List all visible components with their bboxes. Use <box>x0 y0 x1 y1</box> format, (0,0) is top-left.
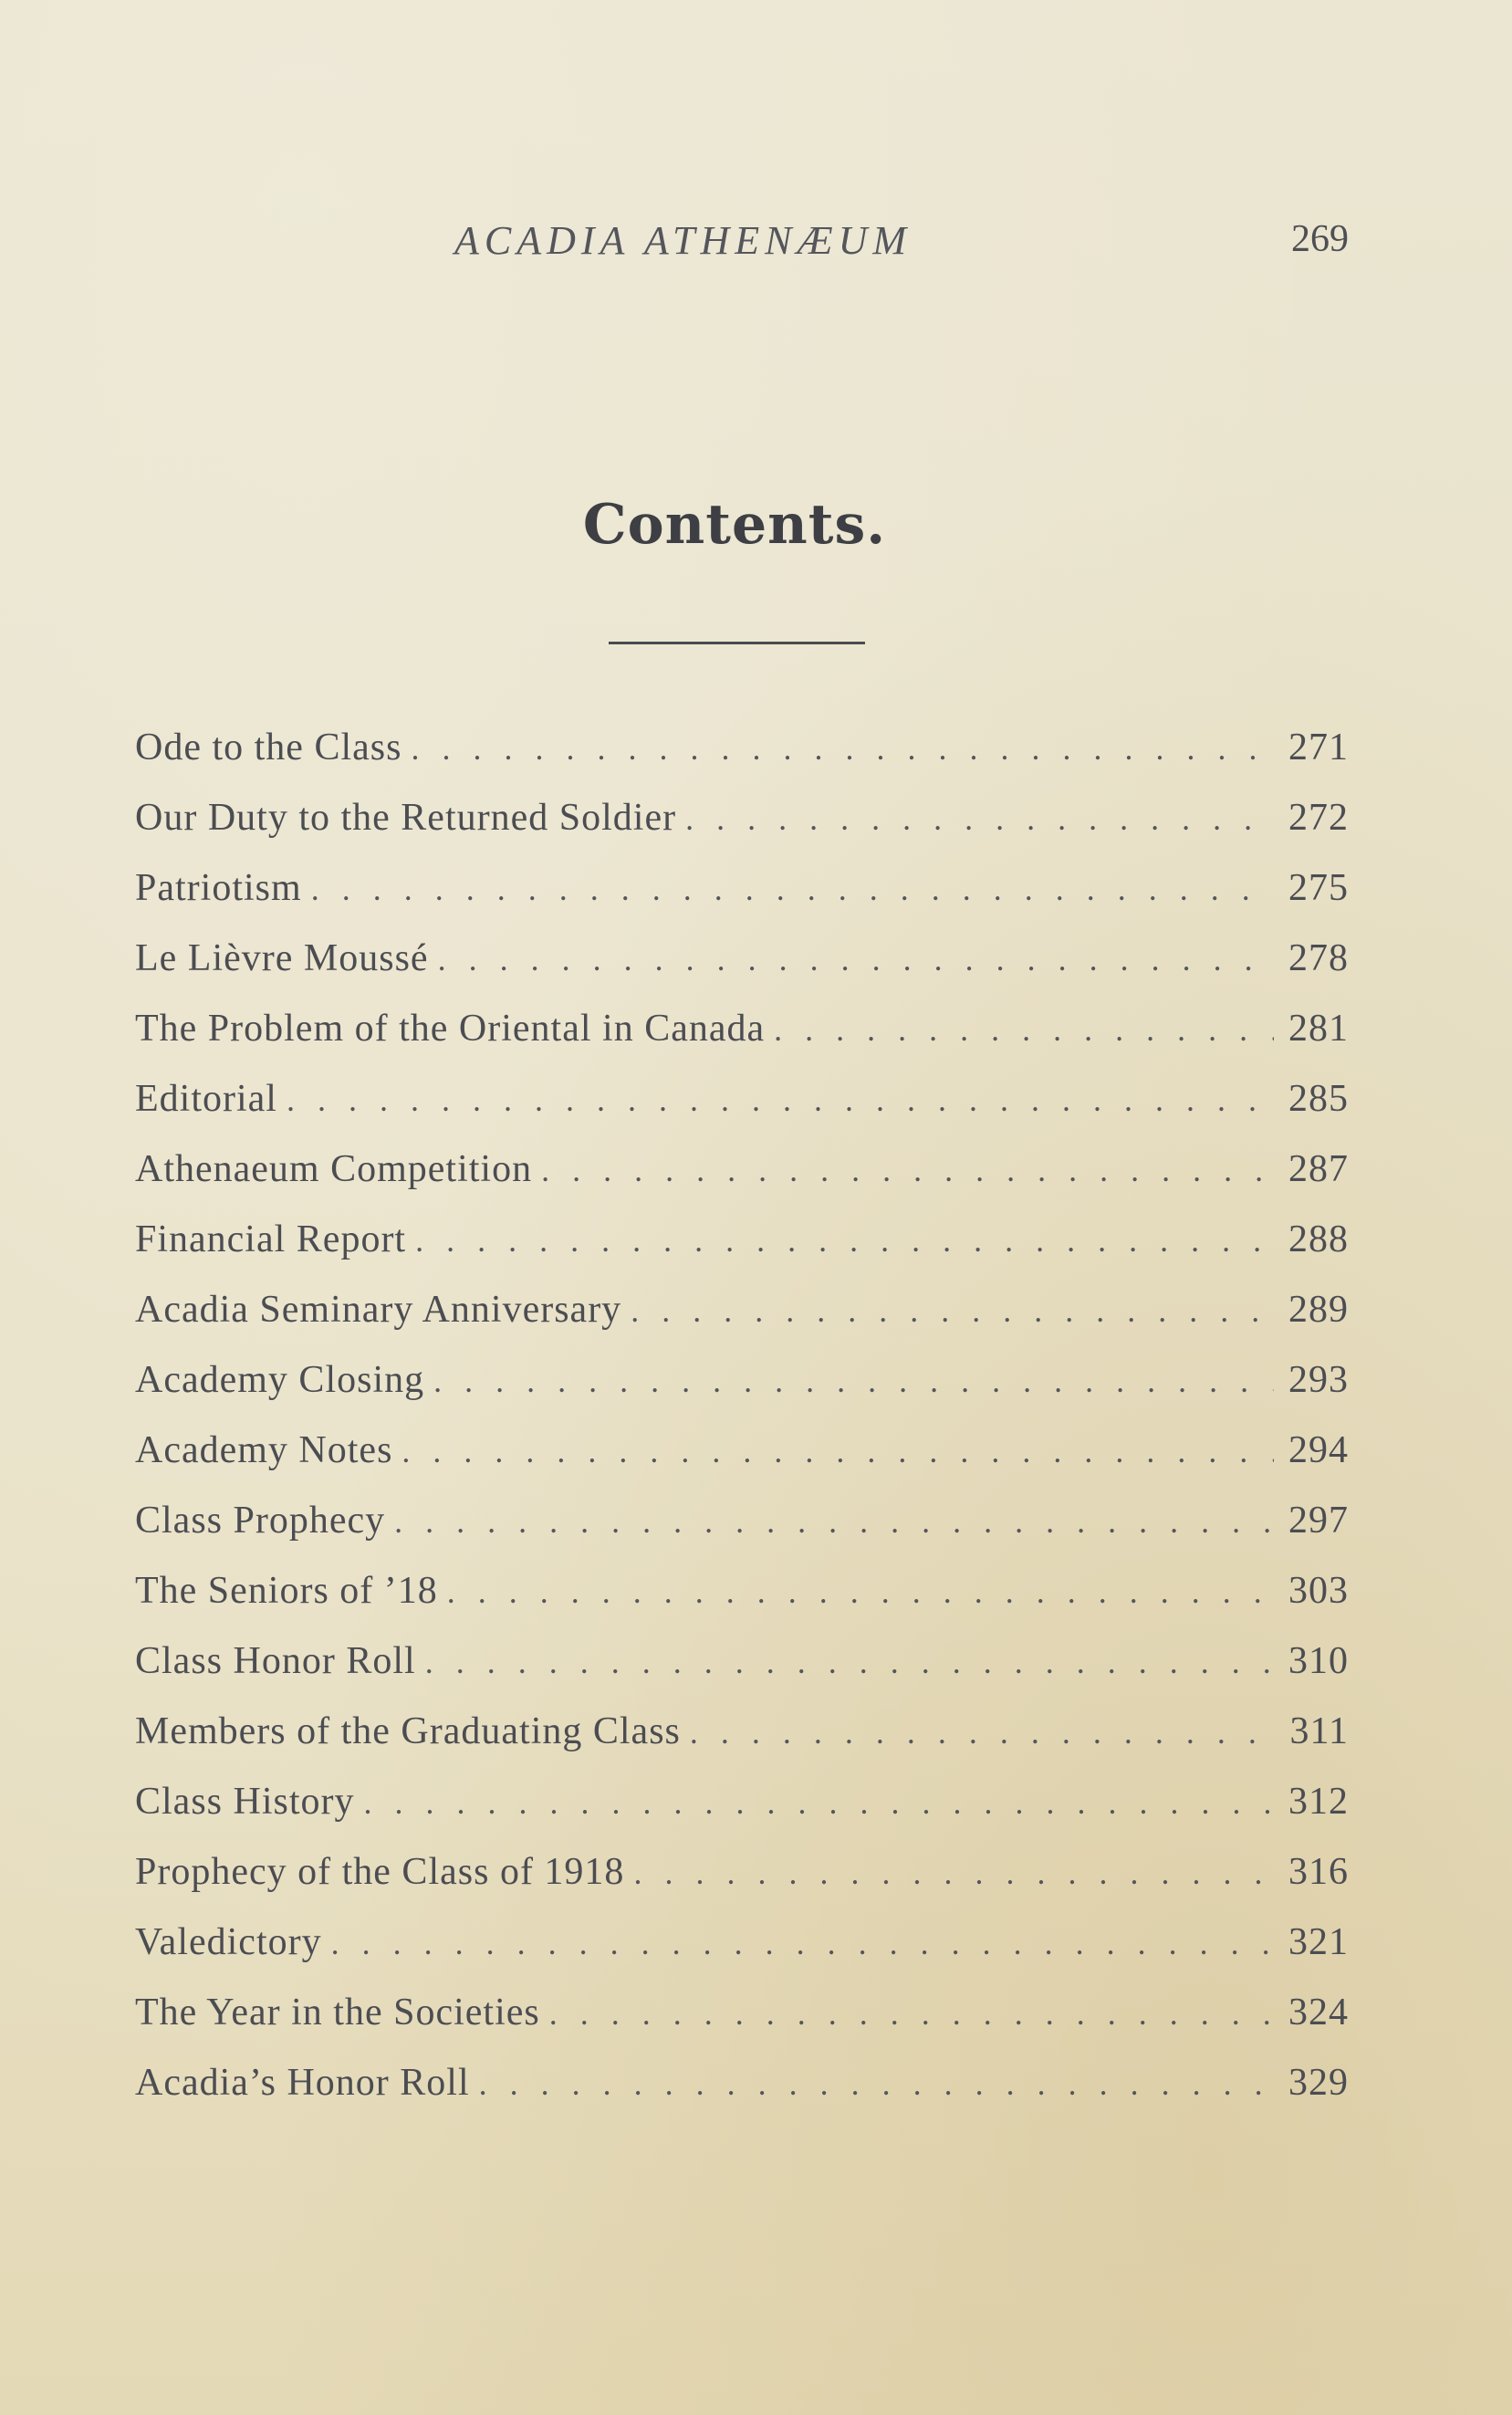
heading-rule <box>609 642 865 644</box>
toc-entry <box>135 1920 1349 1991</box>
toc-entry <box>135 1147 1349 1218</box>
toc-entry <box>135 796 1349 866</box>
dot-leader <box>411 729 1274 768</box>
toc-entry-title: Le Lièvre Moussé <box>135 937 429 979</box>
dot-leader <box>364 1783 1274 1822</box>
toc-entry-page: 303 <box>1288 1570 1349 1612</box>
toc-entry-title: Financial Report <box>135 1218 407 1260</box>
toc-entry-page: 310 <box>1288 1640 1349 1682</box>
dot-leader <box>331 1924 1274 1962</box>
toc-entry-title: Academy Closing <box>135 1359 425 1401</box>
toc-entry-title: Members of the Graduating Class <box>135 1710 681 1752</box>
toc-entry <box>135 1569 1349 1639</box>
toc-entry <box>135 1428 1349 1499</box>
dot-leader <box>415 1221 1274 1260</box>
toc-entry-page: 321 <box>1288 1921 1349 1963</box>
dot-leader <box>549 1994 1274 2033</box>
dot-leader <box>631 1291 1274 1330</box>
toc-entry-title: Valedictory <box>135 1921 322 1963</box>
toc-entry <box>135 936 1349 1007</box>
toc-entry <box>135 2061 1349 2131</box>
toc-entry-title: The Year in the Societies <box>135 1992 540 2033</box>
toc-entry-title: Academy Notes <box>135 1429 393 1471</box>
toc-entry-page: 289 <box>1288 1289 1349 1331</box>
dot-leader <box>311 870 1274 908</box>
toc-entry <box>135 1007 1349 1077</box>
toc-entry <box>135 1780 1349 1850</box>
toc-entry-page: 288 <box>1288 1218 1349 1260</box>
toc-entry-title: Editorial <box>135 1078 277 1120</box>
dot-leader <box>433 1362 1274 1400</box>
toc-entry-title: Acadia’s Honor Roll <box>135 2062 470 2104</box>
toc-entry-page: 294 <box>1288 1429 1349 1471</box>
page-number: 269 <box>1291 218 1349 260</box>
dot-leader <box>425 1643 1274 1681</box>
toc-entry-title: Class Honor Roll <box>135 1640 416 1682</box>
toc-entry-page: 285 <box>1288 1078 1349 1120</box>
toc-entry <box>135 1499 1349 1569</box>
toc-entry-page: 278 <box>1288 937 1349 979</box>
toc-entry-title: Prophecy of the Class of 1918 <box>135 1851 625 1893</box>
toc-entry <box>135 1218 1349 1288</box>
toc-entry <box>135 1358 1349 1428</box>
toc-entry-page: 272 <box>1288 797 1349 839</box>
toc-entry-title: Acadia Seminary Anniversary <box>135 1289 622 1331</box>
toc-entry-page: 316 <box>1288 1851 1349 1893</box>
toc-entry-title: Athenaeum Competition <box>135 1148 533 1190</box>
toc-entry-page: 275 <box>1288 867 1349 909</box>
toc-entry <box>135 1991 1349 2061</box>
toc-entry-title: Class Prophecy <box>135 1500 386 1542</box>
toc-entry-title: Our Duty to the Returned Soldier <box>135 797 677 839</box>
toc-entry-title: The Seniors of ’18 <box>135 1570 438 1612</box>
running-head <box>135 217 1349 272</box>
toc-entry <box>135 726 1349 796</box>
toc-entry <box>135 1077 1349 1147</box>
toc-entry-title: The Problem of the Oriental in Canada <box>135 1008 766 1050</box>
running-title: ACADIA ATHENÆUM <box>454 218 912 263</box>
dot-leader <box>401 1432 1274 1470</box>
dot-leader <box>394 1502 1274 1541</box>
dot-leader <box>541 1151 1274 1189</box>
dot-leader <box>690 1713 1274 1751</box>
toc-entry-page: 293 <box>1288 1359 1349 1401</box>
toc-entry <box>135 1639 1349 1709</box>
toc-entry <box>135 1850 1349 1920</box>
toc-entry <box>135 1709 1349 1780</box>
dot-leader <box>479 2065 1274 2103</box>
toc-entry-page: 271 <box>1288 727 1349 768</box>
toc-entry-title: Ode to the Class <box>135 727 402 768</box>
toc-entry-title: Patriotism <box>135 867 302 909</box>
toc-entry-page: 324 <box>1288 1992 1349 2033</box>
toc-entry-page: 281 <box>1288 1008 1349 1050</box>
dot-leader <box>447 1573 1274 1611</box>
dot-leader <box>633 1854 1274 1892</box>
table-of-contents <box>135 726 1349 2131</box>
toc-entry-page: 287 <box>1288 1148 1349 1190</box>
toc-entry-page: 329 <box>1288 2062 1349 2104</box>
toc-entry <box>135 1288 1349 1358</box>
toc-entry-page: 312 <box>1288 1781 1349 1823</box>
contents-heading: Contents. <box>582 493 887 557</box>
dot-leader <box>685 800 1274 838</box>
dot-leader <box>438 940 1274 978</box>
toc-entry-page: 297 <box>1288 1500 1349 1542</box>
toc-entry-title: Class History <box>135 1781 355 1823</box>
dot-leader <box>287 1081 1274 1119</box>
dot-leader <box>774 1010 1274 1049</box>
toc-entry <box>135 866 1349 936</box>
toc-entry-page: 311 <box>1289 1710 1349 1752</box>
